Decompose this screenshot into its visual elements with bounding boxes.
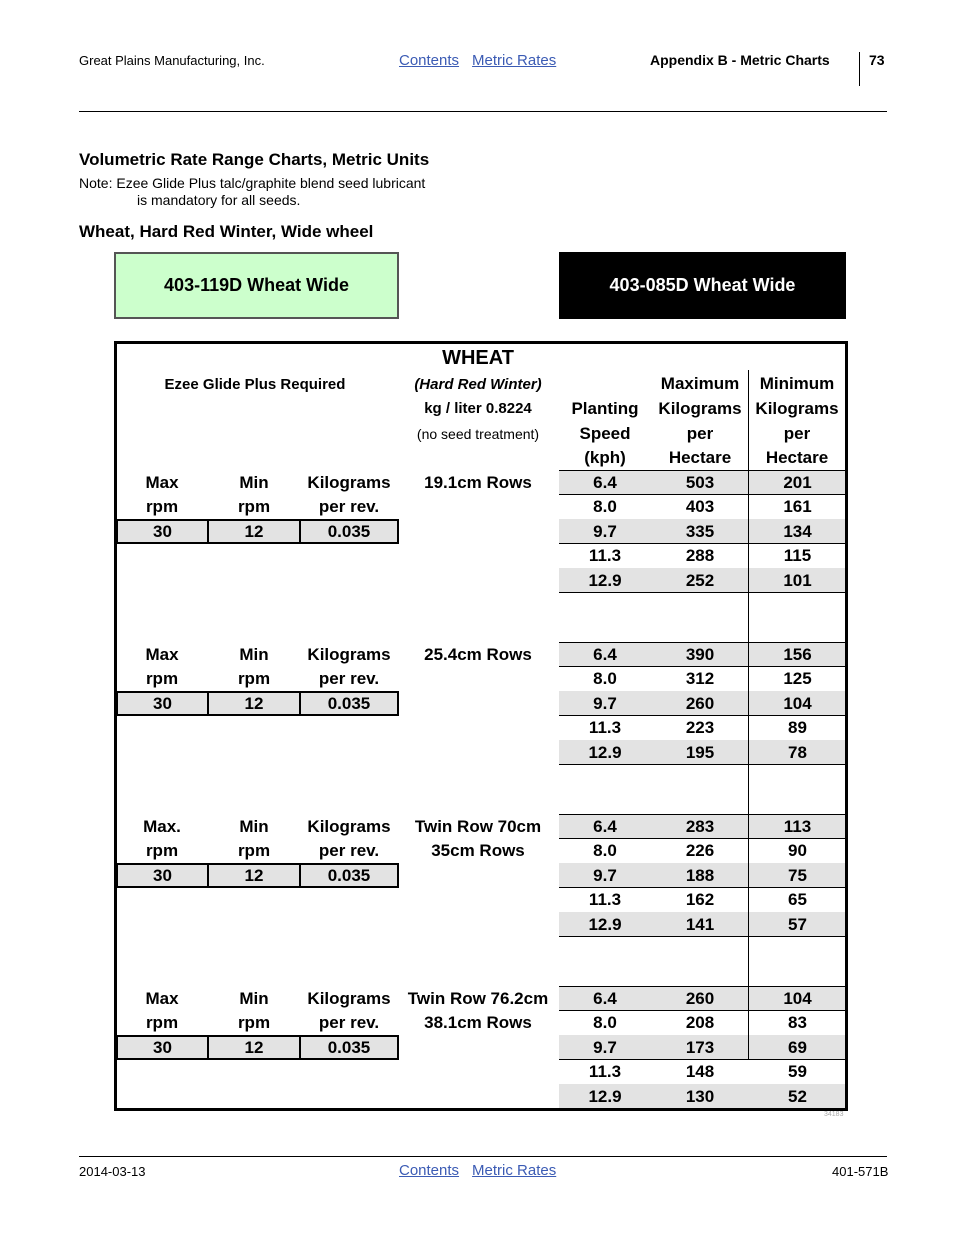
section-label: per rev. [318, 497, 380, 516]
chart-subheading: Wheat, Hard Red Winter, Wide wheel [79, 222, 374, 241]
kg-per-rev-value: 0.035 [299, 1035, 399, 1060]
min-rate-cell: 78 [788, 742, 807, 762]
min-head-4: Hectare [765, 448, 829, 467]
speed-head-1: Planting [571, 399, 639, 418]
speed-cell: 6.4 [593, 473, 617, 492]
min-rpm-value: 12 [207, 1035, 301, 1060]
min-rate-cell: 65 [788, 890, 807, 910]
section-label: per rev. [318, 1013, 380, 1032]
section-label: Max. [143, 817, 181, 836]
max-rpm-value: 30 [116, 691, 209, 716]
min-rate-cell: 134 [783, 521, 812, 541]
max-head-3: per [686, 424, 714, 443]
max-rpm-value: 30 [116, 519, 209, 544]
row-rule [559, 470, 845, 471]
max-rate-cell: 188 [685, 865, 715, 885]
max-rate-cell: 195 [685, 742, 715, 762]
speed-cell: 8.0 [593, 497, 617, 517]
max-rate-cell: 130 [685, 1086, 715, 1106]
speed-cell: 12.9 [588, 742, 622, 762]
page-number: 73 [869, 52, 885, 68]
section-label: Kilograms [307, 473, 391, 492]
meter-box-black: 403-085D Wheat Wide [559, 252, 846, 319]
max-rate-cell: 283 [685, 817, 715, 836]
section-label: rpm [145, 1013, 179, 1032]
speed-cell: 9.7 [593, 1037, 617, 1057]
section-label: per rev. [318, 841, 380, 860]
max-rate-cell: 162 [685, 890, 715, 910]
max-head-4: Hectare [668, 448, 732, 467]
speed-cell: 9.7 [593, 521, 617, 541]
max-rate-cell: 260 [685, 693, 715, 713]
speed-cell: 9.7 [593, 865, 617, 885]
row-rule [559, 592, 845, 593]
section-label: rpm [145, 841, 179, 860]
max-rate-cell: 312 [685, 669, 715, 689]
speed-cell: 11.3 [588, 546, 622, 566]
min-head-2: Kilograms [755, 399, 839, 418]
speed-cell: 8.0 [593, 1013, 617, 1033]
section-label: Kilograms [307, 645, 391, 664]
speed-cell: 12.9 [588, 914, 622, 934]
min-rate-cell: 113 [783, 817, 812, 836]
min-rate-cell: 83 [788, 1013, 807, 1033]
section-label: Min [239, 645, 269, 664]
min-rate-cell: 156 [783, 645, 812, 664]
max-rate-cell: 390 [685, 645, 715, 664]
section-label: rpm [237, 669, 271, 688]
speed-cell: 11.3 [588, 1062, 622, 1082]
max-rate-cell: 173 [685, 1037, 715, 1057]
section-label: Min [239, 473, 269, 492]
max-rate-cell: 288 [685, 546, 715, 566]
max-head-1: Maximum [660, 374, 740, 393]
footer-rule [79, 1156, 887, 1157]
note-line-2: is mandatory for all seeds. [137, 192, 301, 208]
kg-per-rev-value: 0.035 [299, 519, 399, 544]
section-label: Min [239, 989, 269, 1008]
row-spacing-label: 38.1cm Rows [424, 1013, 532, 1032]
max-rate-cell: 148 [685, 1062, 715, 1082]
section-label: Kilograms [307, 817, 391, 836]
min-head-1: Minimum [759, 374, 835, 393]
treatment-label: (no seed treatment) [416, 426, 540, 442]
speed-cell: 8.0 [593, 669, 617, 689]
section-label: Max [145, 473, 179, 492]
row-spacing-label: 19.1cm Rows [424, 473, 532, 492]
column-divider [748, 370, 749, 1060]
section-label: Min [239, 817, 269, 836]
speed-cell: 6.4 [593, 817, 617, 836]
min-rpm-value: 12 [207, 691, 301, 716]
note-line-1: Note: Ezee Glide Plus talc/graphite blend seed lubricant [79, 175, 426, 191]
min-rate-cell: 75 [788, 865, 807, 885]
min-rate-cell: 57 [788, 914, 807, 934]
max-rate-cell: 223 [685, 718, 715, 738]
kg-per-rev-value: 0.035 [299, 691, 399, 716]
speed-cell: 12.9 [588, 1086, 622, 1106]
footer-date: 2014-03-13 [79, 1164, 146, 1179]
max-rate-cell: 208 [685, 1013, 715, 1033]
variety-label: (Hard Red Winter) [414, 376, 542, 393]
max-rpm-value: 30 [116, 1035, 209, 1060]
min-rate-cell: 161 [783, 497, 812, 517]
min-rate-cell: 90 [788, 841, 807, 861]
ezee-required: Ezee Glide Plus Required [164, 376, 346, 393]
max-rate-cell: 141 [685, 914, 715, 934]
min-head-3: per [783, 424, 811, 443]
note [79, 175, 425, 209]
min-rate-cell: 69 [788, 1037, 807, 1057]
section-label: Kilograms [307, 989, 391, 1008]
row-rule [559, 936, 845, 937]
section-label: rpm [237, 1013, 271, 1032]
speed-cell: 8.0 [593, 841, 617, 861]
speed-head-2: Speed [579, 424, 631, 443]
max-rate-cell: 503 [685, 473, 715, 492]
footer-nav [399, 1162, 569, 1179]
speed-cell: 11.3 [588, 718, 622, 738]
max-rate-cell: 403 [685, 497, 715, 517]
speed-cell: 11.3 [588, 890, 622, 910]
row-rule [559, 986, 845, 987]
section-label: rpm [237, 497, 271, 516]
metric-rates-link[interactable]: Metric Rates [472, 52, 557, 69]
min-rate-cell: 59 [788, 1062, 807, 1082]
row-spacing-label: Twin Row 76.2cm [407, 989, 549, 1008]
section-label: rpm [145, 497, 179, 516]
kg-per-rev-value: 0.035 [299, 863, 399, 888]
section-label: rpm [145, 669, 179, 688]
min-rate-cell: 115 [783, 546, 812, 566]
page-heading: Volumetric Rate Range Charts, Metric Units [79, 150, 430, 169]
max-rate-cell: 335 [685, 521, 715, 541]
header-nav [399, 52, 569, 69]
section-label: rpm [237, 841, 271, 860]
contents-link[interactable]: Contents [399, 52, 460, 69]
row-rule [559, 814, 845, 815]
min-rate-cell: 125 [783, 669, 812, 689]
footer-metric-rates-link[interactable]: Metric Rates [472, 1162, 557, 1179]
footer-contents-link[interactable]: Contents [399, 1162, 460, 1179]
density-label: kg / liter 0.8224 [424, 400, 532, 417]
speed-cell: 9.7 [593, 693, 617, 713]
row-rule [559, 1108, 845, 1109]
row-spacing-label: 35cm Rows [431, 841, 525, 860]
row-rule [559, 764, 845, 765]
section-label: Max [145, 645, 179, 664]
footer-doc-code: 401-571B [832, 1164, 889, 1179]
min-rate-cell: 52 [788, 1086, 807, 1106]
row-rule [559, 642, 845, 643]
min-rate-cell: 101 [783, 570, 812, 590]
section-label: Max [145, 989, 179, 1008]
max-rate-cell: 252 [685, 570, 715, 590]
speed-cell: 12.9 [588, 570, 622, 590]
min-rate-cell: 201 [783, 473, 812, 492]
header-divider [859, 52, 860, 86]
max-rpm-value: 30 [116, 863, 209, 888]
min-rate-cell: 104 [783, 989, 812, 1008]
min-rpm-value: 12 [207, 519, 301, 544]
max-head-2: Kilograms [658, 399, 742, 418]
figure-id: 34183 [824, 1111, 844, 1118]
speed-cell: 6.4 [593, 989, 617, 1008]
speed-cell: 6.4 [593, 645, 617, 664]
row-spacing-label: 25.4cm Rows [424, 645, 532, 664]
company-name: Great Plains Manufacturing, Inc. [79, 53, 265, 68]
max-rate-cell: 226 [685, 841, 715, 861]
section-title: Appendix B - Metric Charts [650, 52, 830, 68]
min-rpm-value: 12 [207, 863, 301, 888]
max-rate-cell: 260 [685, 989, 715, 1008]
row-spacing-label: Twin Row 70cm [414, 817, 542, 836]
min-rate-cell: 104 [783, 693, 812, 713]
header-rule [79, 111, 887, 112]
speed-head-3: (kph) [584, 448, 626, 467]
crop-title: WHEAT [442, 347, 514, 369]
min-rate-cell: 89 [788, 718, 807, 738]
section-label: per rev. [318, 669, 380, 688]
meter-box-green: 403-119D Wheat Wide [114, 252, 399, 319]
